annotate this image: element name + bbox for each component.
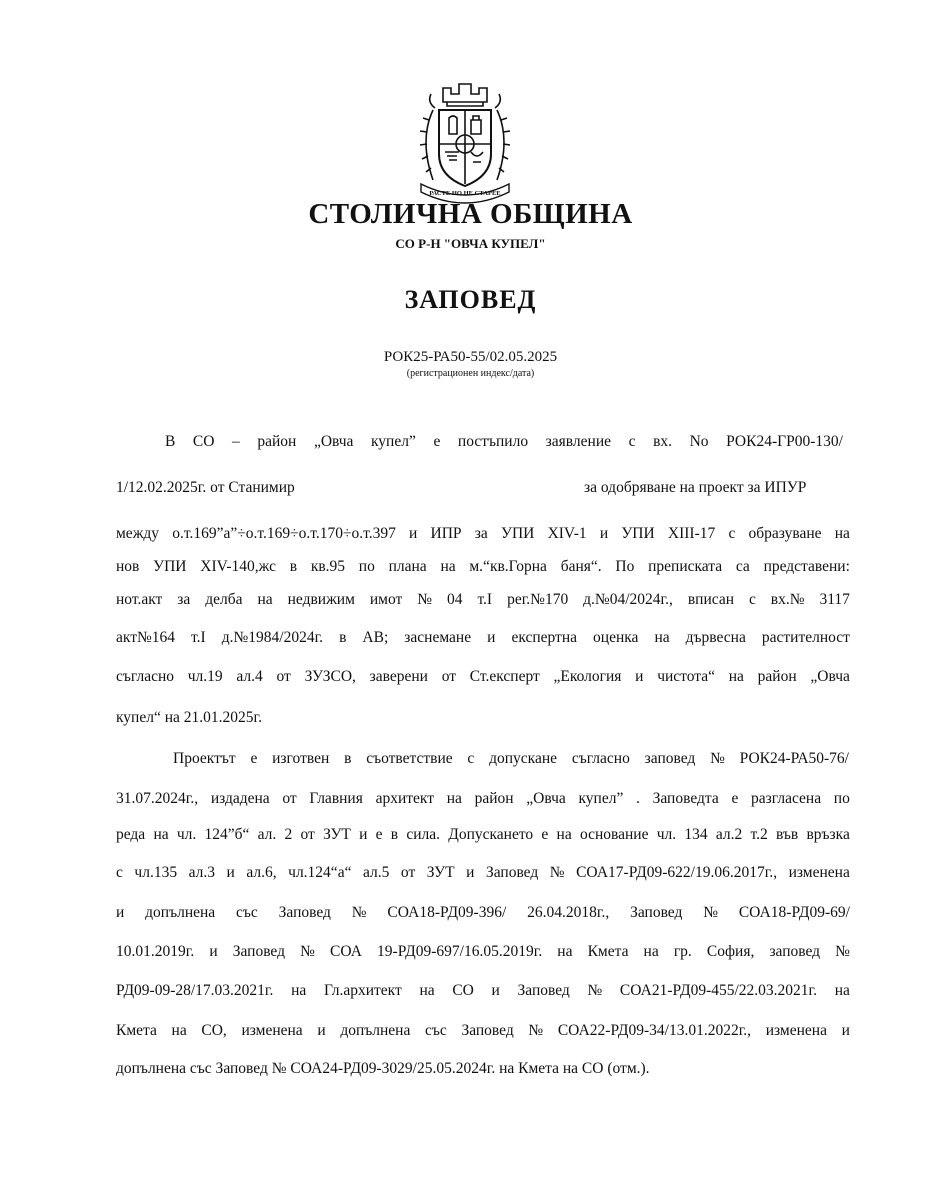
paragraph-1-line-5: нот.акт за делба на недвижим имот № 04 т.I рег.№170 д.№04/2024г., вписан с вх.№ 3117 [116, 591, 850, 608]
paragraph-2-line-9: допълнена със Заповед № СОА24-РД09-3029/25.05.2024г. на Кмета на СО (отм.). [116, 1060, 650, 1077]
paragraph-2-line-1: Проектът е изготвен в съответствие с допускане съгласно заповед № РОК24-РА50-76/ [173, 750, 849, 767]
paragraph-1-line-2-left: 1/12.02.2025г. от Станимир [116, 479, 295, 496]
paragraph-2-line-3: реда на чл. 124”б“ ал. 2 от ЗУТ и е в сила. Допускането е на основание чл. 134 ал.2 т.2 във връзка [116, 826, 850, 843]
document-title: ЗАПОВЕД [404, 285, 537, 314]
organization-name: СТОЛИЧНА ОБЩИНА [308, 198, 633, 230]
paragraph-2-line-5: и допълнена със Заповед № СОА18-РД09-396/ 26.04.2018г., Заповед № СОА18-РД09-69/ [116, 904, 850, 921]
sofia-coat-of-arms-icon [409, 80, 521, 204]
paragraph-1-line-1: В СО – район „Овча купел” е постъпило заявление с вх. No РОК24-ГР00-130/ [165, 433, 843, 450]
paragraph-1-line-4: нов УПИ XIV-140,жс в кв.95 по плана на м.“кв.Горна баня“. По преписката са представени: [116, 558, 850, 575]
crest-motto: РАСТЕ НО НЕ СТАРЕЕ [429, 190, 501, 197]
registration-caption: (регистрационен индекс/дата) [406, 368, 535, 379]
district-name: СО Р-Н "ОВЧА КУПЕЛ" [395, 236, 546, 251]
paragraph-1-line-2 [116, 479, 846, 497]
paragraph-2-line-8: Кмета на СО, изменена и допълнена със Заповед № СОА22-РД09-34/13.01.2022г., изменена и [116, 1022, 850, 1039]
paragraph-2-line-4: с чл.135 ал.3 и ал.6, чл.124“а“ ал.5 от ЗУТ и Заповед № СОА17-РД09-622/19.06.2017г., изменена [116, 864, 850, 881]
paragraph-2-line-6: 10.01.2019г. и Заповед № СОА 19-РД09-697/16.05.2019г. на Кмета на гр. София, заповед № [116, 943, 850, 960]
paragraph-1-line-2-right: за одобряване на проект за ИПУР [584, 479, 807, 496]
paragraph-2-line-2: 31.07.2024г., издадена от Главния архитект на район „Овча купел” . Заповедта е разгласена по [116, 790, 850, 807]
paragraph-2-line-7: РД09-09-28/17.03.2021г. на Гл.архитект на СО и Заповед № СОА21-РД09-455/22.03.2021г. на [116, 982, 850, 999]
paragraph-1-line-7: съгласно чл.19 ал.4 от ЗУЗСО, заверени от Ст.експерт „Екология и чистота“ на район „Овча [116, 668, 850, 685]
paragraph-1-line-3: между о.т.169”а”÷о.т.169÷о.т.170÷о.т.397 и ИПР за УПИ XIV-1 и УПИ XIII-17 с образуване на [116, 525, 850, 542]
registration-number: РОК25-РА50-55/02.05.2025 [383, 349, 558, 365]
paragraph-1-line-6: акт№164 т.I д.№1984/2024г. в АВ; заснемане и експертна оценка на дървесна растителност [116, 629, 850, 646]
paragraph-1-line-8: купел“ на 21.01.2025г. [116, 709, 263, 726]
